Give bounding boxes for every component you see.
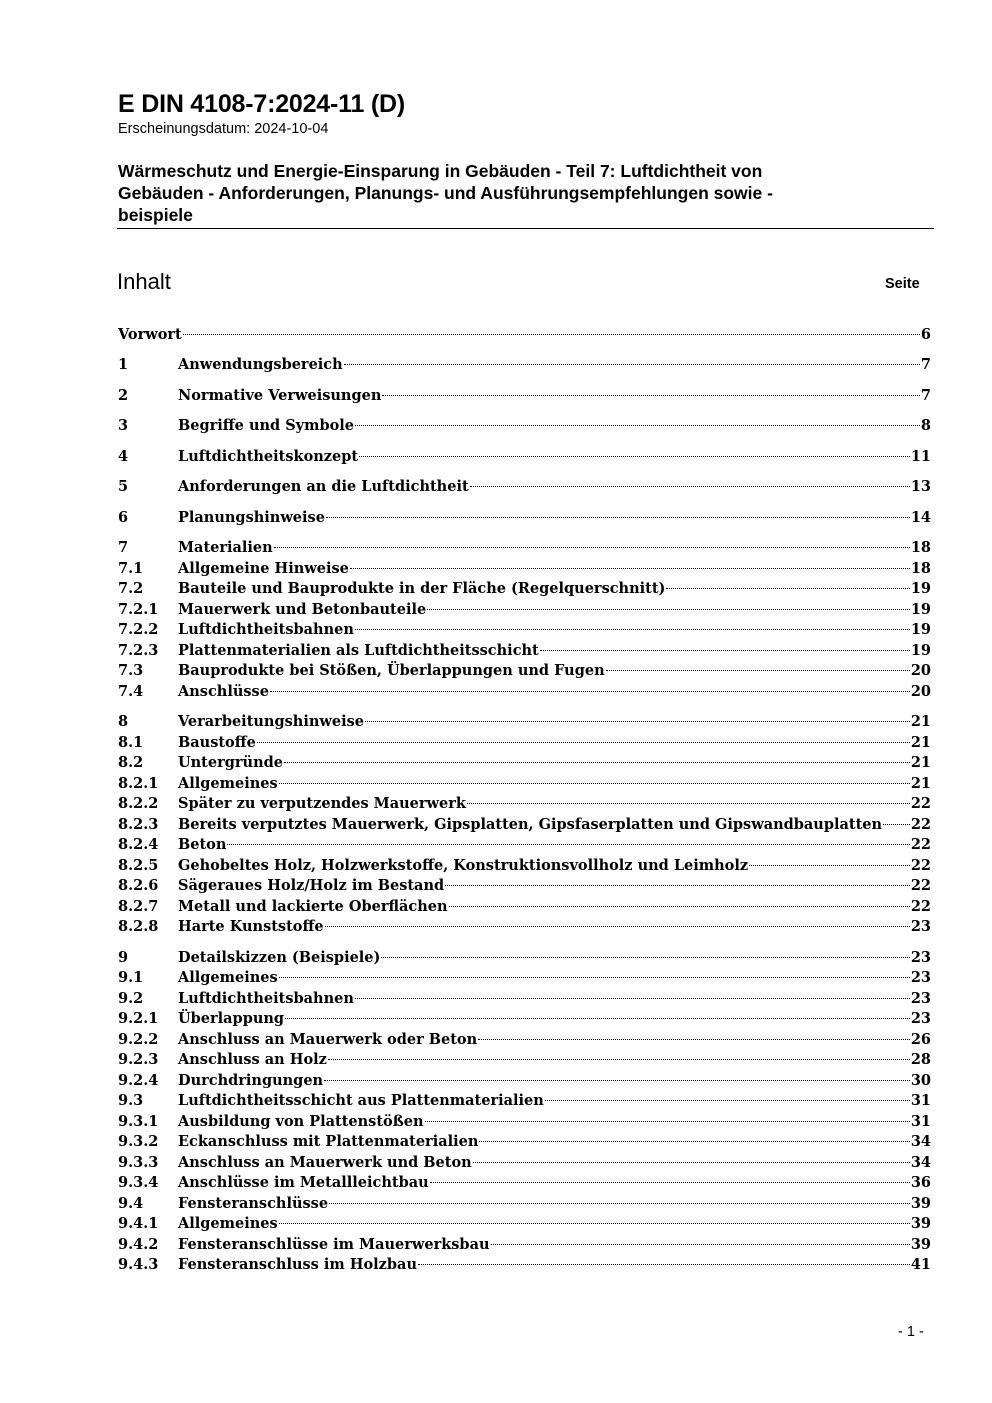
toc-entry-body [178, 989, 931, 1009]
toc-entry-page: 23 [910, 969, 931, 986]
toc-entry-body [178, 794, 931, 814]
toc-entry-number: 8.1 [118, 734, 144, 751]
toc-entry[interactable] [118, 538, 931, 558]
toc-entry-title: Begriffe und Symbole [178, 417, 354, 434]
toc-entry-title: Luftdichtheitskonzept [178, 448, 359, 465]
toc-entry-body [178, 538, 931, 558]
toc-entry-page: 22 [910, 898, 931, 915]
toc-entry[interactable] [118, 1071, 931, 1091]
toc-entry-page: 34 [910, 1154, 931, 1171]
toc-dot-leader [328, 1059, 910, 1060]
toc-entry-page: 39 [910, 1236, 931, 1253]
toc-entry-page: 30 [910, 1072, 931, 1089]
toc-dot-leader [227, 844, 909, 845]
toc-entry-number: 6 [118, 509, 129, 526]
toc-entry[interactable] [118, 989, 931, 1009]
toc-entry-title: Luftdichtheitsschicht aus Plattenmaterialien [178, 1092, 544, 1109]
toc-entry-page: 23 [910, 990, 931, 1007]
toc-dot-leader [270, 691, 910, 692]
publication-date: Erscheinungsdatum: 2024-10-04 [118, 121, 329, 137]
toc-entry-body [178, 416, 931, 436]
toc-entry[interactable] [118, 1235, 931, 1255]
toc-entry[interactable] [118, 1030, 931, 1050]
toc-entry-number: 8.2.2 [118, 795, 159, 812]
toc-dot-leader [445, 885, 910, 886]
toc-entry-title: Detailskizzen (Beispiele) [178, 949, 381, 966]
toc-entry-page: 31 [910, 1113, 931, 1130]
toc-entry-body [178, 712, 931, 732]
toc-entry-body [178, 1009, 931, 1029]
toc-dot-leader [427, 609, 910, 610]
toc-entry-body [178, 1071, 931, 1091]
toc-entry-body [118, 325, 931, 345]
toc-dot-leader [285, 1018, 910, 1019]
toc-dot-leader [540, 650, 910, 651]
toc-entry-page: 7 [920, 356, 931, 373]
toc-entry-title: Harte Kunststoffe [178, 918, 324, 935]
toc-entry[interactable] [118, 1173, 931, 1193]
toc-entry-body [178, 876, 931, 896]
toc-entry-number: 9.3.3 [118, 1154, 159, 1171]
toc-entry-title: Sägeraues Holz/Holz im Bestand [178, 877, 445, 894]
toc-entry-body [178, 1132, 931, 1152]
toc-entry[interactable] [118, 712, 931, 732]
toc-entry-number: 9.4.3 [118, 1256, 159, 1273]
toc-entry-number: 1 [118, 356, 129, 373]
toc-dot-leader [344, 364, 920, 365]
toc-entry[interactable] [118, 1091, 931, 1111]
toc-entry-body [178, 1050, 931, 1070]
toc-dot-leader [418, 1264, 910, 1265]
toc-entry-number: 4 [118, 448, 129, 465]
toc-entry[interactable] [118, 1194, 931, 1214]
toc-entry-page: 41 [910, 1256, 931, 1273]
toc-entry-number: 7.1 [118, 560, 144, 577]
toc-entry-title: Materialien [178, 539, 273, 556]
toc-entry-number: 9.2.2 [118, 1031, 159, 1048]
toc-dot-leader [284, 762, 910, 763]
toc-entry-page: 21 [910, 734, 931, 751]
toc-dot-leader [467, 803, 910, 804]
toc-dot-leader [545, 1100, 910, 1101]
toc-entry-body [178, 1173, 931, 1193]
toc-entry-number: 8.2.8 [118, 918, 159, 935]
toc-entry[interactable] [118, 325, 931, 345]
toc-entry[interactable] [118, 447, 931, 467]
toc-dot-leader [279, 1223, 910, 1224]
toc-entry[interactable] [118, 835, 931, 855]
toc-entry-number: 7.4 [118, 683, 144, 700]
toc-entry-title: Überlappung [178, 1010, 285, 1027]
toc-entry-title: Plattenmaterialien als Luftdichtheitsschicht [178, 642, 539, 659]
toc-entry-title: Gehobeltes Holz, Holzwerkstoffe, Konstruktionsvollholz und Leimholz [178, 857, 749, 874]
toc-entry-body [178, 1153, 931, 1173]
toc-entry-body [178, 559, 931, 579]
toc-entry-title: Anschluss an Holz [178, 1051, 327, 1068]
toc-entry[interactable] [118, 1050, 931, 1070]
toc-entry-body [178, 1091, 931, 1111]
toc-entry-page: 22 [910, 795, 931, 812]
toc-entry[interactable] [118, 1214, 931, 1234]
toc-entry[interactable] [118, 1153, 931, 1173]
toc-heading: Inhalt [117, 269, 171, 294]
document-title: E DIN 4108-7:2024-11 (D) [118, 90, 406, 118]
toc-dot-leader [257, 742, 910, 743]
toc-entry-title: Fensteranschlüsse [178, 1195, 329, 1212]
toc-dot-leader [324, 1080, 910, 1081]
toc-entry-number: 8.2 [118, 754, 144, 771]
toc-entry-title: Bereits verputztes Mauerwerk, Gipsplatten, Gipsfaserplatten und Gipswandbauplatten [178, 816, 883, 833]
toc-dot-leader [183, 334, 920, 335]
toc-entry-body [178, 774, 931, 794]
toc-dot-leader [350, 568, 910, 569]
toc-entry-page: 39 [910, 1195, 931, 1212]
toc-entry-title: Baustoffe [178, 734, 256, 751]
toc-entry-page: 18 [910, 539, 931, 556]
toc-entry-number: 8.2.7 [118, 898, 159, 915]
toc-entry-body [178, 917, 931, 937]
toc-dot-leader [359, 456, 910, 457]
toc-entry-body [178, 620, 931, 640]
toc-dot-leader [470, 486, 910, 487]
toc-entry[interactable] [118, 917, 931, 937]
toc-entry-page: 7 [920, 387, 931, 404]
document-subtitle [118, 160, 898, 226]
toc-entry[interactable] [118, 620, 931, 640]
toc-entry-page: 19 [910, 601, 931, 618]
toc-entry[interactable] [118, 600, 931, 620]
toc-dot-leader [382, 395, 920, 396]
toc-entry-number: 9.2.1 [118, 1010, 159, 1027]
toc-dot-leader [279, 977, 910, 978]
toc-entry-number: 9.1 [118, 969, 144, 986]
toc-entry[interactable] [118, 1112, 931, 1132]
toc-dot-leader [425, 1121, 910, 1122]
toc-entry-body [178, 1112, 931, 1132]
toc-entry-number: 7.2 [118, 580, 144, 597]
toc-entry-title: Anschluss an Mauerwerk und Beton [178, 1154, 472, 1171]
toc-entry[interactable] [118, 559, 931, 579]
toc-entry-title: Anschlüsse im Metallleichtbau [178, 1174, 429, 1191]
toc-entry-body [178, 682, 931, 702]
toc-entry[interactable] [118, 579, 931, 599]
toc-entry[interactable] [118, 355, 931, 375]
toc-entry-number: 7 [118, 539, 129, 556]
toc-entry-body [178, 753, 931, 773]
toc-dot-leader [449, 906, 910, 907]
toc-entry[interactable] [118, 856, 931, 876]
toc-entry-title: Durchdringungen [178, 1072, 324, 1089]
toc-entry-number: 8.2.3 [118, 816, 159, 833]
toc-entry-page: 19 [910, 580, 931, 597]
toc-entry-title: Metall und lackierte Oberflächen [178, 898, 448, 915]
toc-entry-title: Planungshinweise [178, 509, 325, 526]
toc-entry-number: 9.4.1 [118, 1215, 159, 1232]
toc-entry-title: Untergründe [178, 754, 283, 771]
toc-entry-page: 31 [910, 1092, 931, 1109]
toc-entry[interactable] [118, 948, 931, 968]
toc-entry-number: 9.2 [118, 990, 144, 1007]
toc-entry-number: 8.2.4 [118, 836, 159, 853]
toc-dot-leader [325, 926, 910, 927]
toc-entry-page: 20 [910, 683, 931, 700]
toc-entry-title: Allgemeines [178, 775, 278, 792]
toc-dot-leader [666, 588, 909, 589]
toc-entry-body [178, 447, 931, 467]
toc-entry[interactable] [118, 682, 931, 702]
toc-dot-leader [279, 783, 910, 784]
toc-dot-leader [329, 1203, 910, 1204]
toc-dot-leader [274, 547, 910, 548]
toc-entry-page: 19 [910, 642, 931, 659]
toc-entry-body [178, 641, 931, 661]
subtitle-line-3: beispiele [118, 205, 193, 225]
toc-entry-number: 2 [118, 387, 129, 404]
toc-entry-title: Luftdichtheitsbahnen [178, 621, 354, 638]
toc-entry-body [178, 897, 931, 917]
toc-entry-title: Allgemeine Hinweise [178, 560, 349, 577]
toc-entry-number: 8.2.1 [118, 775, 159, 792]
toc-entry-body [178, 1255, 931, 1275]
toc-entry-body [178, 1030, 931, 1050]
toc-dot-leader [478, 1039, 910, 1040]
toc-entry-number: 9.2.3 [118, 1051, 159, 1068]
toc-entry-page: 6 [920, 326, 931, 343]
toc-entry-number: 9.4 [118, 1195, 144, 1212]
toc-entry-number: 9.3.4 [118, 1174, 159, 1191]
title-divider [117, 228, 934, 229]
toc-entry-page: 34 [910, 1133, 931, 1150]
toc-entry-title: Vorwort [118, 326, 182, 343]
toc-entry[interactable] [118, 753, 931, 773]
toc-entry-body [178, 600, 931, 620]
toc-entry-page: 23 [910, 1010, 931, 1027]
toc-entry[interactable] [118, 477, 931, 497]
toc-entry-page: 23 [910, 918, 931, 935]
toc-entry-title: Anwendungsbereich [178, 356, 343, 373]
toc-entry-body [178, 733, 931, 753]
toc-entry[interactable] [118, 1255, 931, 1275]
toc-entry-page: 13 [910, 478, 931, 495]
toc-entry-body [178, 508, 931, 528]
toc-entry-title: Ausbildung von Plattenstößen [178, 1113, 424, 1130]
toc-entry-title: Verarbeitungshinweise [178, 713, 364, 730]
toc-entry-page: 21 [910, 775, 931, 792]
toc-entry[interactable] [118, 794, 931, 814]
toc-entry-body [178, 948, 931, 968]
subtitle-line-1: Wärmeschutz und Energie-Einsparung in Gebäuden - Teil 7: Luftdichtheit von [118, 161, 763, 181]
toc-entry-number: 7.2.3 [118, 642, 159, 659]
toc-entry-page: 21 [910, 754, 931, 771]
toc-entry-title: Allgemeines [178, 969, 278, 986]
toc-entry[interactable] [118, 968, 931, 988]
toc-entry[interactable] [118, 774, 931, 794]
toc-entry-body [178, 815, 931, 835]
toc-entry-page: 22 [910, 816, 931, 833]
toc-entry-page: 22 [910, 877, 931, 894]
toc-entry-page: 20 [910, 662, 931, 679]
toc-entry[interactable] [118, 386, 931, 406]
toc-entry-number: 8 [118, 713, 129, 730]
toc-dot-leader [355, 629, 910, 630]
toc-entry-number: 9.3.2 [118, 1133, 159, 1150]
page-number: - 1 - [898, 1324, 924, 1340]
toc-entry-body [178, 835, 931, 855]
toc-entry-body [178, 661, 931, 681]
toc-entry-number: 7.3 [118, 662, 144, 679]
toc-dot-leader [479, 1141, 909, 1142]
toc-entry[interactable] [118, 815, 931, 835]
toc-entry-title: Fensteranschlüsse im Mauerwerksbau [178, 1236, 490, 1253]
toc-entry-number: 3 [118, 417, 129, 434]
toc-dot-leader [491, 1244, 910, 1245]
toc-dot-leader [381, 957, 909, 958]
toc-entry[interactable] [118, 897, 931, 917]
toc-entry-body [178, 1194, 931, 1214]
toc-entry-title: Bauteile und Bauprodukte in der Fläche (Regelquerschnitt) [178, 580, 666, 597]
toc-entry-title: Fensteranschluss im Holzbau [178, 1256, 417, 1273]
toc-entry-page: 22 [910, 857, 931, 874]
toc-dot-leader [355, 998, 910, 999]
toc-entry-title: Anschluss an Mauerwerk oder Beton [178, 1031, 478, 1048]
toc-dot-leader [365, 721, 910, 722]
toc-dot-leader [430, 1182, 910, 1183]
toc-entry-body [178, 856, 931, 876]
toc-entry-number: 9.4.2 [118, 1236, 159, 1253]
toc-entry-body [178, 386, 931, 406]
toc-entry[interactable] [118, 733, 931, 753]
toc-entry-page: 14 [910, 509, 931, 526]
toc-entry-number: 9 [118, 949, 129, 966]
toc-page-column-label: Seite [885, 276, 920, 292]
toc-entry-page: 11 [910, 448, 931, 465]
toc-entry[interactable] [118, 876, 931, 896]
toc-entry-body [178, 477, 931, 497]
toc-entry[interactable] [118, 641, 931, 661]
toc-entry-title: Anschlüsse [178, 683, 269, 700]
toc-entry-number: 9.2.4 [118, 1072, 159, 1089]
toc-entry-title: Normative Verweisungen [178, 387, 382, 404]
toc-entry[interactable] [118, 508, 931, 528]
toc-entry-number: 8.2.6 [118, 877, 159, 894]
toc-entry-number: 9.3.1 [118, 1113, 159, 1130]
toc-entry-title: Beton [178, 836, 227, 853]
toc-entry[interactable] [118, 661, 931, 681]
toc-entry-page: 22 [910, 836, 931, 853]
toc-entry-number: 7.2.1 [118, 601, 159, 618]
toc-entry-title: Allgemeines [178, 1215, 278, 1232]
toc-entry[interactable] [118, 1009, 931, 1029]
toc-entry-page: 39 [910, 1215, 931, 1232]
toc-entry-title: Luftdichtheitsbahnen [178, 990, 354, 1007]
toc-entry-page: 28 [910, 1051, 931, 1068]
toc-dot-leader [883, 824, 910, 825]
toc-entry-page: 26 [910, 1031, 931, 1048]
toc-entry-page: 18 [910, 560, 931, 577]
toc-entry-title: Mauerwerk und Betonbauteile [178, 601, 427, 618]
toc-entry[interactable] [118, 416, 931, 436]
toc-entry-page: 36 [910, 1174, 931, 1191]
toc-entry-page: 19 [910, 621, 931, 638]
toc-entry-number: 9.3 [118, 1092, 144, 1109]
toc-entry-page: 21 [910, 713, 931, 730]
toc-entry-number: 8.2.5 [118, 857, 159, 874]
toc-entry-page: 8 [920, 417, 931, 434]
toc-entry-title: Anforderungen an die Luftdichtheit [178, 478, 469, 495]
toc-entry-title: Eckanschluss mit Plattenmaterialien [178, 1133, 479, 1150]
toc-entry-title: Später zu verputzendes Mauerwerk [178, 795, 466, 812]
toc-entry-title: Bauprodukte bei Stößen, Überlappungen und Fugen [178, 662, 605, 679]
toc-entry-body [178, 1235, 931, 1255]
toc-entry-page: 23 [910, 949, 931, 966]
toc-entry-body [178, 355, 931, 375]
toc-entry-body [178, 968, 931, 988]
toc-dot-leader [326, 517, 910, 518]
toc-dot-leader [355, 425, 920, 426]
toc-entry-number: 5 [118, 478, 129, 495]
toc-entry[interactable] [118, 1132, 931, 1152]
toc-entry-number: 7.2.2 [118, 621, 159, 638]
subtitle-line-2: Gebäuden - Anforderungen, Planungs- und Ausführungsempfehlungen sowie - [118, 183, 773, 203]
toc-dot-leader [473, 1162, 910, 1163]
toc-entry-body [178, 1214, 931, 1234]
toc-dot-leader [606, 670, 910, 671]
toc-dot-leader [749, 865, 910, 866]
toc-entry-body [178, 579, 931, 599]
